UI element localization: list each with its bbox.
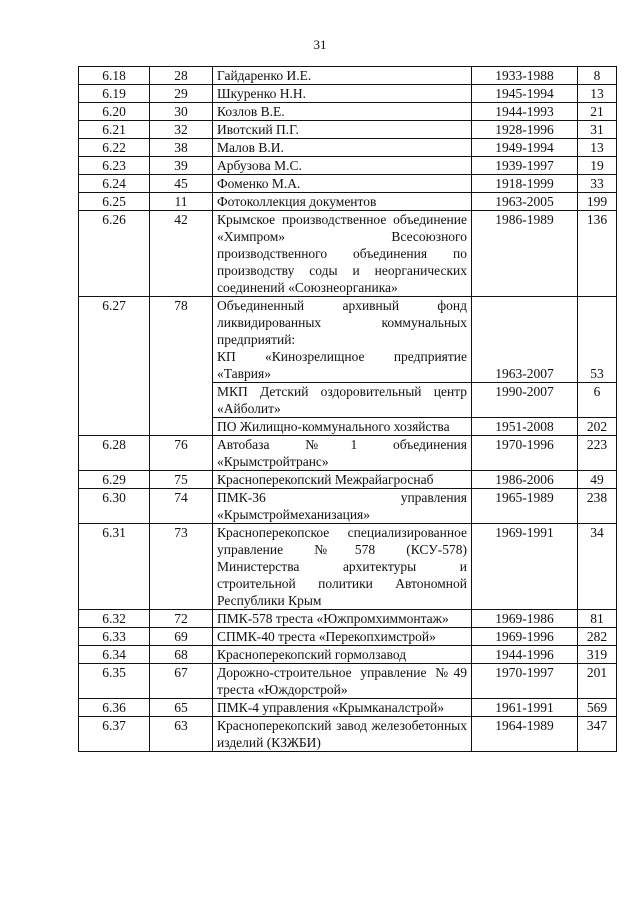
date-range: 1970-1996 (472, 436, 578, 471)
row-number: 6.36 (79, 699, 150, 717)
fund-number: 65 (150, 699, 213, 717)
file-count: 31 (578, 121, 617, 139)
date-range: 1944-1993 (472, 103, 578, 121)
table-row (79, 471, 617, 489)
date-range: 1918-1999 (472, 175, 578, 193)
file-count: 136 (578, 211, 617, 297)
fund-number: 42 (150, 211, 213, 297)
row-number: 6.28 (79, 436, 150, 471)
date-range: 1986-1989 (472, 211, 578, 297)
fund-number: 38 (150, 139, 213, 157)
row-number: 6.29 (79, 471, 150, 489)
file-count: 202 (578, 418, 617, 436)
fund-number: 68 (150, 646, 213, 664)
fund-number: 76 (150, 436, 213, 471)
file-count: 6 (578, 383, 617, 418)
fund-name: ПМК-4 управления «Крымканалстрой» (213, 699, 472, 717)
date-range: 1933-1988 (472, 67, 578, 85)
date-range: 1986-2006 (472, 471, 578, 489)
file-count: 34 (578, 524, 617, 610)
fund-name: Красноперекопский завод железобетонных изделий (КЗЖБИ) (213, 717, 472, 752)
date-range: 1963-2005 (472, 193, 578, 211)
row-number: 6.34 (79, 646, 150, 664)
sub-fund-name: КП «Кинозрелищное предприятие «Таврия» (213, 348, 472, 383)
table-row (79, 193, 617, 211)
sub-fund-name: МКП Детский оздоровительный центр «Айболит» (213, 383, 472, 418)
fund-name: Ивотский П.Г. (213, 121, 472, 139)
row-number: 6.20 (79, 103, 150, 121)
fund-name: Фотоколлекция документов (213, 193, 472, 211)
page-number: 31 (313, 37, 327, 52)
row-number: 6.22 (79, 139, 150, 157)
fund-number: 32 (150, 121, 213, 139)
fund-name: Красноперекопский Межрайагроснаб (213, 471, 472, 489)
fund-number: 39 (150, 157, 213, 175)
table-row (79, 157, 617, 175)
fund-number: 78 (150, 297, 213, 436)
date-range: 1951-2008 (472, 418, 578, 436)
sub-fund-name: ПО Жилищно-коммунального хозяйства (213, 418, 472, 436)
row-number: 6.37 (79, 717, 150, 752)
file-count: 13 (578, 139, 617, 157)
fund-name: Объединенный архивный фонд ликвидированных коммунальных предприятий: (213, 297, 472, 349)
fund-name: Автобаза №1 объединения «Крымстройтранс» (213, 436, 472, 471)
table-row (79, 211, 617, 297)
table-row (79, 297, 617, 349)
fund-number: 45 (150, 175, 213, 193)
fund-number: 73 (150, 524, 213, 610)
table-row (79, 664, 617, 699)
fund-number: 29 (150, 85, 213, 103)
row-number: 6.25 (79, 193, 150, 211)
fund-number: 67 (150, 664, 213, 699)
date-range: 1969-1991 (472, 524, 578, 610)
row-number: 6.35 (79, 664, 150, 699)
fund-number: 69 (150, 628, 213, 646)
fund-name: ПМК-578 треста «Южпромхиммонтаж» (213, 610, 472, 628)
fund-number: 74 (150, 489, 213, 524)
table-row (79, 628, 617, 646)
row-number: 6.23 (79, 157, 150, 175)
table-row (79, 67, 617, 85)
fund-name: Малов В.И. (213, 139, 472, 157)
fund-name: Гайдаренко И.Е. (213, 67, 472, 85)
file-count: 53 (578, 297, 617, 383)
fund-name: Козлов В.Е. (213, 103, 472, 121)
fund-name: Крымское производственное объединение «Химпром» Всесоюзного производственного объединения по производству соды и неорганических соединений «Союзнеорганика» (213, 211, 472, 297)
date-range: 1969-1996 (472, 628, 578, 646)
date-range: 1965-1989 (472, 489, 578, 524)
table-row (79, 717, 617, 752)
table-row (79, 436, 617, 471)
table-row (79, 610, 617, 628)
date-range: 1928-1996 (472, 121, 578, 139)
file-count: 201 (578, 664, 617, 699)
fund-name: Красноперекопский гормолзавод (213, 646, 472, 664)
row-number: 6.30 (79, 489, 150, 524)
table-row (79, 489, 617, 524)
date-range: 1961-1991 (472, 699, 578, 717)
fund-number: 30 (150, 103, 213, 121)
fund-number: 28 (150, 67, 213, 85)
row-number: 6.21 (79, 121, 150, 139)
file-count: 21 (578, 103, 617, 121)
file-count: 319 (578, 646, 617, 664)
table-row (79, 699, 617, 717)
date-range: 1944-1996 (472, 646, 578, 664)
table-row (79, 121, 617, 139)
file-count: 33 (578, 175, 617, 193)
table-row (79, 646, 617, 664)
file-count: 8 (578, 67, 617, 85)
file-count: 347 (578, 717, 617, 752)
fund-name: Шкуренко Н.Н. (213, 85, 472, 103)
date-range: 1970-1997 (472, 664, 578, 699)
table-row (79, 139, 617, 157)
table-row (79, 85, 617, 103)
row-number: 6.24 (79, 175, 150, 193)
table-row (79, 103, 617, 121)
fund-number: 11 (150, 193, 213, 211)
file-count: 223 (578, 436, 617, 471)
row-number: 6.32 (79, 610, 150, 628)
file-count: 282 (578, 628, 617, 646)
fund-name: Красноперекопское специализированное управление №578 (КСУ-578) Министерства архитектуры и строительной политики Автономной Республики Крым (213, 524, 472, 610)
file-count: 81 (578, 610, 617, 628)
file-count: 199 (578, 193, 617, 211)
fund-name: Арбузова М.С. (213, 157, 472, 175)
archive-funds-table (78, 66, 617, 752)
date-range: 1969-1986 (472, 610, 578, 628)
date-range: 1949-1994 (472, 139, 578, 157)
fund-number: 63 (150, 717, 213, 752)
date-range: 1964-1989 (472, 717, 578, 752)
date-range: 1990-2007 (472, 383, 578, 418)
date-range: 1945-1994 (472, 85, 578, 103)
table-row (79, 175, 617, 193)
fund-name: Дорожно-строительное управление №49 треста «Юждорстрой» (213, 664, 472, 699)
row-number: 6.18 (79, 67, 150, 85)
fund-name: СПМК-40 треста «Перекопхимстрой» (213, 628, 472, 646)
row-number: 6.27 (79, 297, 150, 436)
row-number: 6.19 (79, 85, 150, 103)
file-count: 569 (578, 699, 617, 717)
table-row (79, 524, 617, 610)
date-range: 1939-1997 (472, 157, 578, 175)
row-number: 6.26 (79, 211, 150, 297)
row-number: 6.31 (79, 524, 150, 610)
fund-name: Фоменко М.А. (213, 175, 472, 193)
date-range: 1963-2007 (472, 297, 578, 383)
fund-number: 75 (150, 471, 213, 489)
file-count: 19 (578, 157, 617, 175)
file-count: 238 (578, 489, 617, 524)
fund-name: ПМК-36 управления «Крымстроймеханизация» (213, 489, 472, 524)
file-count: 13 (578, 85, 617, 103)
fund-number: 72 (150, 610, 213, 628)
row-number: 6.33 (79, 628, 150, 646)
file-count: 49 (578, 471, 617, 489)
